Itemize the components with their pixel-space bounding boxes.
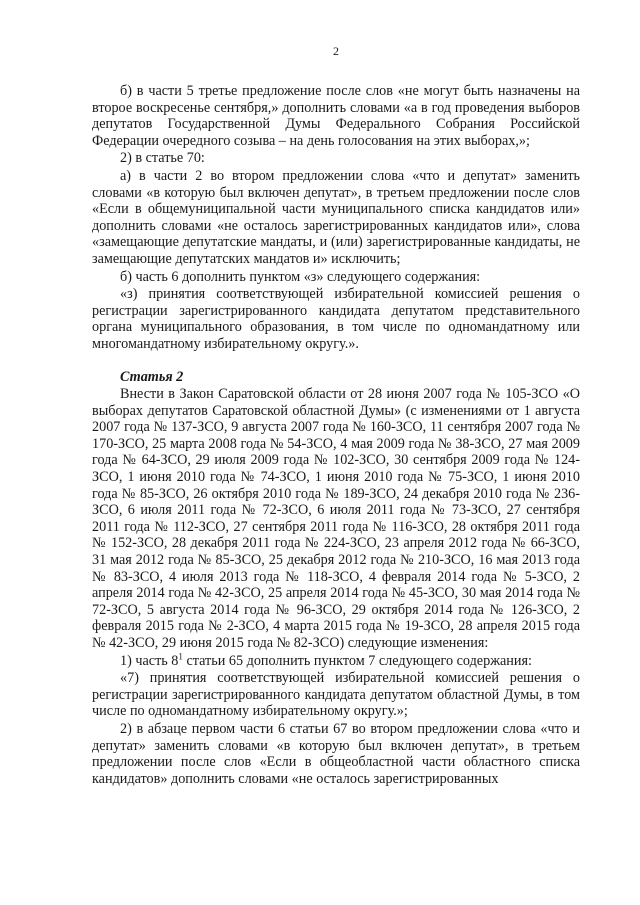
paragraph: б) в части 5 третье предложение после слов «не могут быть назначены на второе воскресенье сентября,» дополнить словами «а в год проведения выборов депутатов Государственной Думы Федерального Собрания Российской Федерации очередного созыва – на день голосования на этих выборах,»; [92, 83, 580, 149]
quoted-paragraph: «7) принятия соответствующей избирательной комиссией решения о регистрации зарегистрированного кандидата депутатом областной Думы, в том числе по одномандатному избирательному округу.»; [92, 670, 580, 720]
page-number: 2 [333, 44, 339, 58]
paragraph: 2) в статье 70: [120, 150, 205, 167]
superscript: 1 [178, 650, 183, 661]
article-heading: Статья 2 [120, 368, 184, 385]
paragraph: б) часть 6 дополнить пунктом «з» следующего содержания: [120, 268, 481, 285]
paragraph: 2) в абзаце первом части 6 статьи 67 во втором предложении слова «что и депутат» заменить словами «в которую был включен депутат», в третьем предложении после слов «Если в общеобластной части областного списка кандидатов» дополнить словами «не осталось зарегистрированных [92, 720, 580, 787]
item1-text-end: статьи 65 дополнить пунктом 7 следующего содержания: [182, 652, 532, 669]
paragraph-item-1 [92, 650, 580, 670]
item1-text-start: 1) часть 8 [120, 652, 179, 669]
quoted-paragraph: «з) принятия соответствующей избирательной комиссией решения о регистрации зарегистрированного кандидата депутатом представительного органа муниципального образования, в том числе по одномандатному или многомандатному избирательному округу.». [92, 286, 580, 352]
paragraph: а) в части 2 во втором предложении слова «что и депутат» заменить словами «в которую был включен депутат», в третьем предложении после слов «Если в общемуниципальной части муниципального списка кандидатов или» дополнить словами «не осталось зарегистрированных кандидатов или», слова «замещающие депутатские мандаты, и (или) зарегистрированные кандидаты, не замещающие депутатских мандатов и» исключить; [92, 167, 580, 267]
paragraph: Внести в Закон Саратовской области от 28 июня 2007 года № 105-ЗСО «О выборах депутатов Саратовской областной Думы» (с изменениями от 1 августа 2007 года № 137-ЗСО, 9 августа 2007 года № 160-ЗСО, 11 сентября 2007 года № 170-ЗСО, 25 марта 2008 года № 54-ЗСО, 4 мая 2009 года № 38-ЗСО, 27 мая 2009 года № 64-ЗСО, 29 июля 2009 года № 102-ЗСО, 30 сентября 2009 года № 124-ЗСО, 1 июня 2010 года № 74-ЗСО, 1 июня 2010 года № 75-ЗСО, 1 июня 2010 года № 85-ЗСО, 26 октября 2010 года № 189-ЗСО, 24 декабря 2010 года № 236-ЗСО, 6 июля 2011 года № 72-ЗСО, 6 июля 2011 года № 73-ЗСО, 27 сентября 2011 года № 112-ЗСО, 27 сентября 2011 года № 116-ЗСО, 28 октября 2011 года № 152-ЗСО, 28 декабря 2011 года № 224-ЗСО, 23 апреля 2012 года № 66-ЗСО, 31 мая 2012 года № 85-ЗСО, 25 декабря 2012 года № 210-ЗСО, 16 мая 2013 года № 83-ЗСО, 4 июля 2013 года № 118-ЗСО, 4 февраля 2014 года № 5-ЗСО, 2 апреля 2014 года № 42-ЗСО, 25 апреля 2014 года № 45-ЗСО, 30 мая 2014 года № 72-ЗСО, 5 августа 2014 года № 96-ЗСО, 29 октября 2014 года № 126-ЗСО, 2 февраля 2015 года № 2-ЗСО, 4 марта 2015 года № 19-ЗСО, 28 апреля 2015 года № 42-ЗСО, 29 июня 2015 года № 82-ЗСО) следующие изменения: [92, 386, 580, 651]
